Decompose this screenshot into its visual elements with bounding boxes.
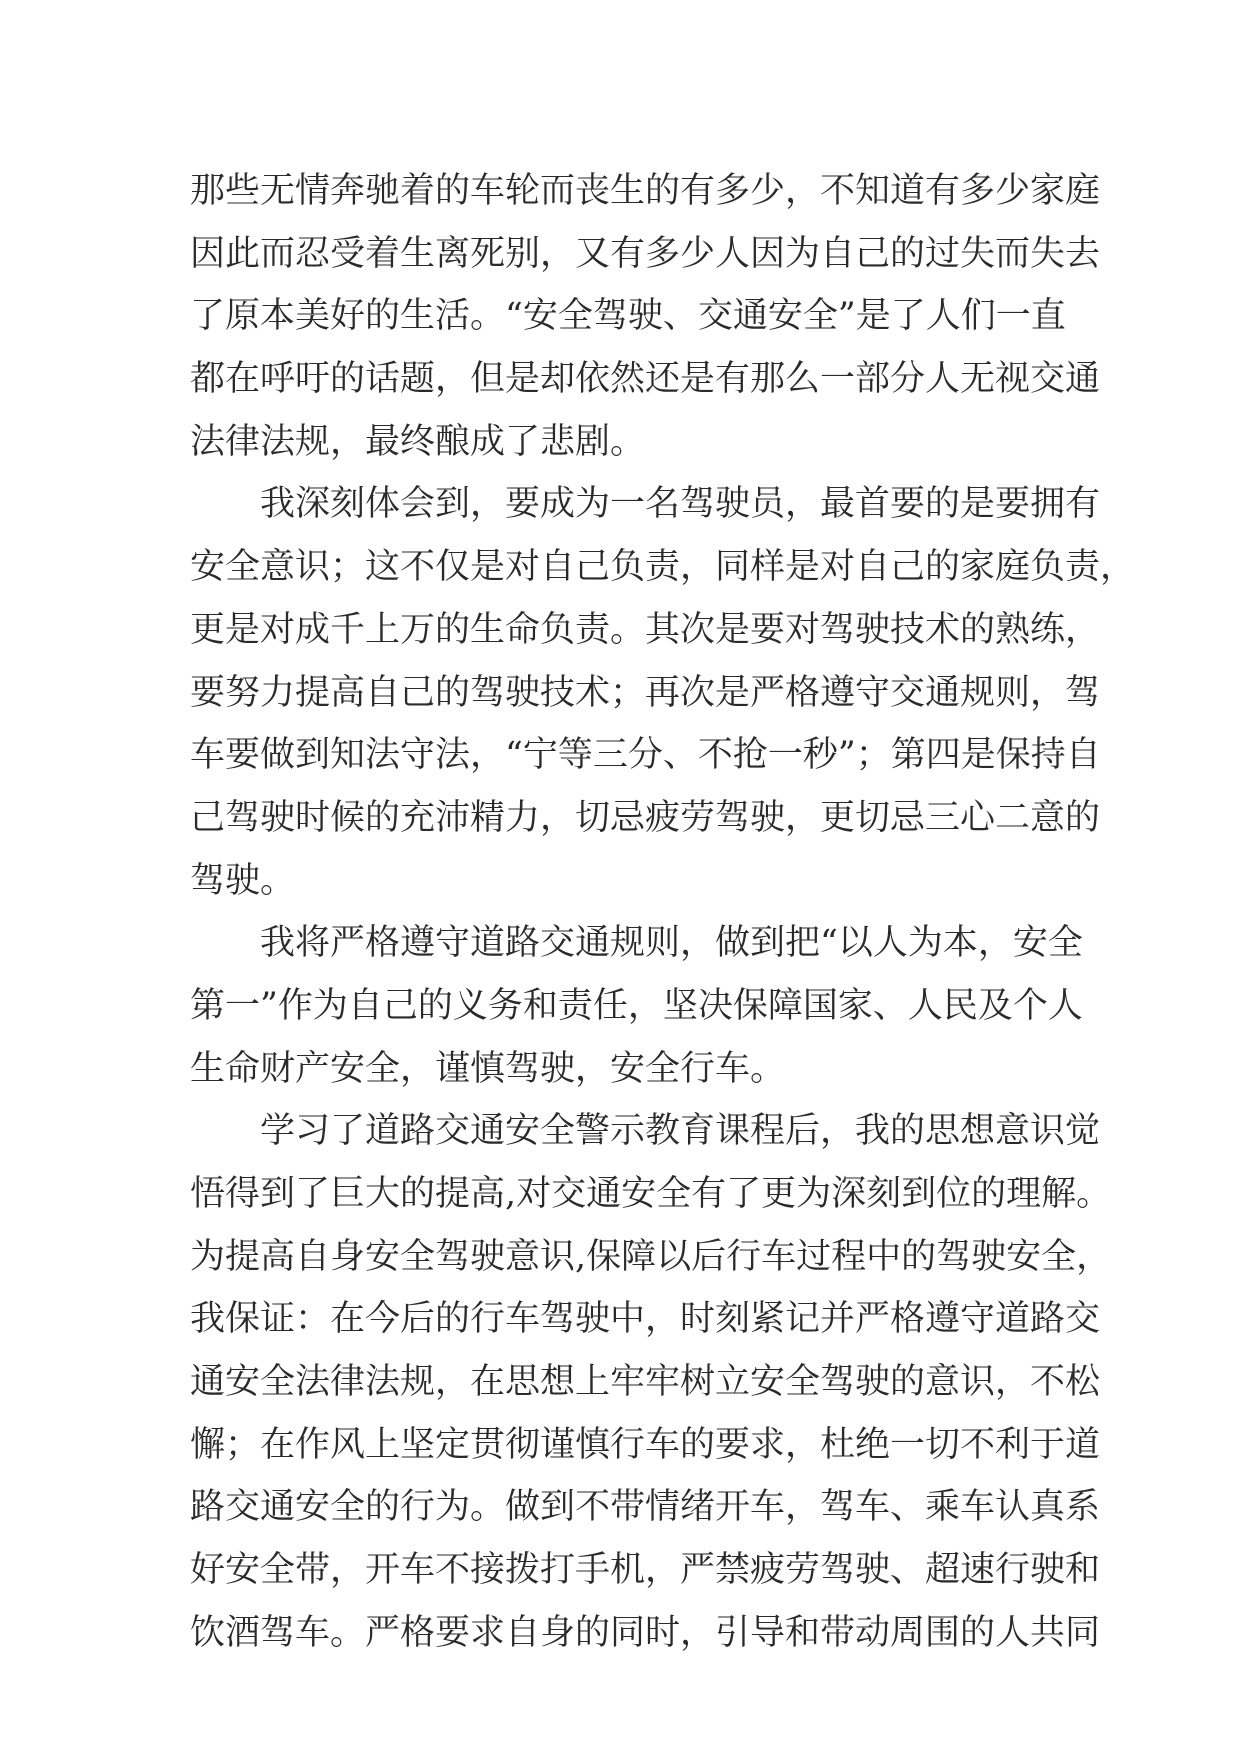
text-line: 悟得到了巨大的提高,对交通安全有了更为深刻到位的理解。 — [190, 1174, 1112, 1214]
text-line: 第一”作为自己的义务和责任，坚决保障国家、人民及个人 — [190, 985, 1083, 1026]
text-line: 我保证：在今后的行车驾驶中，时刻紧记并严格遵守道路交 — [190, 1299, 1101, 1340]
text-line: 我将严格遵守道路交通规则，做到把“以人为本，安全 — [190, 923, 1083, 964]
text-line: 安全意识；这不仅是对自己负责，同样是对自己的家庭负责， — [190, 547, 1136, 588]
text-line: 我深刻体会到，要成为一名驾驶员，最首要的是要拥有 — [190, 484, 1101, 525]
body-text — [190, 160, 1136, 1665]
text-line: 好安全带，开车不接拨打手机，严禁疲劳驾驶、超速行驶和 — [190, 1550, 1101, 1591]
text-line: 要努力提高自己的驾驶技术；再次是严格遵守交通规则，驾 — [190, 672, 1101, 713]
text-line: 更是对成千上万的生命负责。其次是要对驾驶技术的熟练， — [190, 609, 1101, 650]
text-line: 通安全法律法规，在思想上牢牢树立安全驾驶的意识，不松 — [190, 1362, 1101, 1403]
text-line: 学习了道路交通安全警示教育课程后，我的思想意识觉 — [190, 1111, 1101, 1152]
text-line: 车要做到知法守法，“宁等三分、不抢一秒”；第四是保持自 — [190, 735, 1101, 776]
text-line: 为提高自身安全驾驶意识,保障以后行车过程中的驾驶安全， — [190, 1236, 1112, 1277]
text-line: 生命财产安全，谨慎驾驶，安全行车。 — [190, 1048, 786, 1089]
text-line: 懈；在作风上坚定贯彻谨慎行车的要求，杜绝一切不利于道 — [190, 1424, 1101, 1465]
text-line: 那些无情奔驰着的车轮而丧生的有多少，不知道有多少家庭 — [190, 171, 1101, 211]
text-line: 饮酒驾车。严格要求自身的同时，引导和带动周围的人共同 — [190, 1612, 1101, 1653]
text-line: 驾驶。 — [190, 860, 296, 901]
text-line: 都在呼吁的话题，但是却依然还是有那么一部分人无视交通 — [190, 359, 1101, 400]
text-line: 因此而忍受着生离死别，又有多少人因为自己的过失而失去 — [190, 233, 1101, 274]
text-line: 法律法规，最终酿成了悲剧。 — [190, 421, 646, 462]
text-line: 路交通安全的行为。做到不带情绪开车，驾车、乘车认真系 — [190, 1487, 1101, 1528]
text-line: 己驾驶时候的充沛精力，切忌疲劳驾驶，更切忌三心二意的 — [190, 797, 1101, 838]
text-line: 了原本美好的生活。“安全驾驶、交通安全”是了人们一直 — [190, 296, 1066, 337]
